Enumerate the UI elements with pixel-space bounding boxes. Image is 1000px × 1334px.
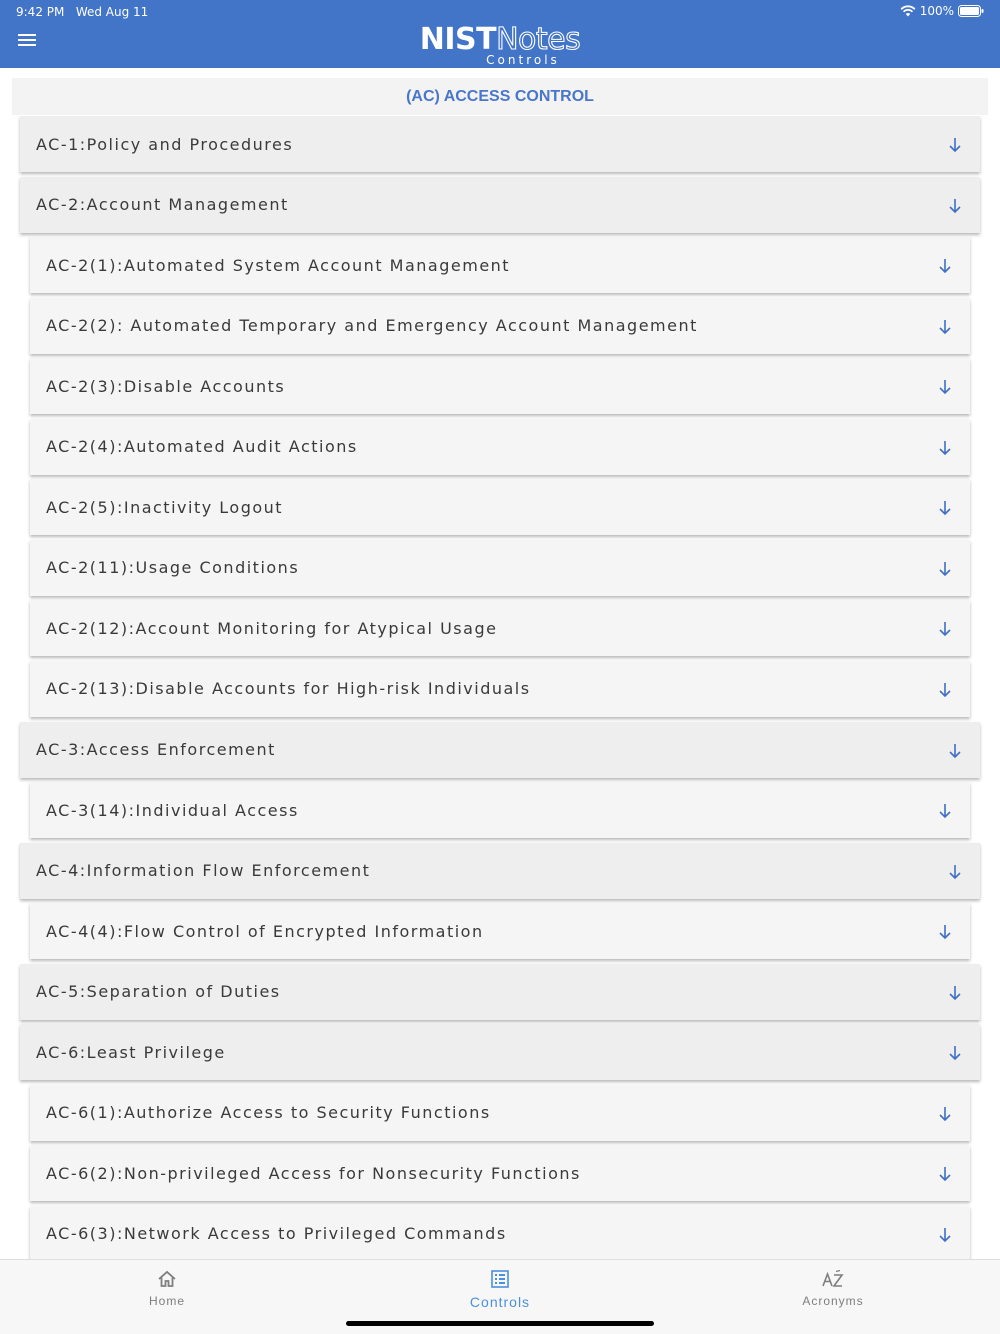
- control-row[interactable]: [30, 600, 970, 656]
- control-row[interactable]: [20, 116, 980, 172]
- expand-arrow-down-icon[interactable]: [948, 864, 962, 880]
- expand-arrow-down-icon[interactable]: [938, 1166, 952, 1182]
- control-label: AC-2(4):Automated Audit Actions: [46, 437, 358, 457]
- control-label: AC-6:Least Privilege: [36, 1042, 226, 1062]
- logo-title: [0, 24, 1000, 56]
- wifi-icon: [900, 5, 916, 17]
- expand-arrow-down-icon[interactable]: [938, 561, 952, 577]
- expand-arrow-down-icon[interactable]: [938, 803, 952, 819]
- control-row[interactable]: [30, 479, 970, 535]
- control-label: AC-2(1):Automated System Account Management: [46, 255, 511, 275]
- expand-arrow-down-icon[interactable]: [948, 985, 962, 1001]
- battery-icon: [958, 5, 984, 17]
- control-row[interactable]: [30, 661, 970, 717]
- expand-arrow-down-icon[interactable]: [938, 682, 952, 698]
- control-label: AC-2(2): Automated Temporary and Emergency Account Management: [46, 316, 698, 336]
- status-indicators: [896, 4, 984, 18]
- status-time: [16, 5, 148, 19]
- control-label: AC-3(14):Individual Access: [46, 800, 299, 820]
- expand-arrow-down-icon[interactable]: [938, 319, 952, 335]
- control-label: AC-2(3):Disable Accounts: [46, 376, 286, 396]
- control-label: AC-6(2):Non-privileged Access for Nonsecurity Functions: [46, 1163, 581, 1183]
- expand-arrow-down-icon[interactable]: [938, 258, 952, 274]
- expand-arrow-down-icon[interactable]: [948, 198, 962, 214]
- expand-arrow-down-icon[interactable]: [938, 440, 952, 456]
- control-label: AC-2(11):Usage Conditions: [46, 558, 300, 578]
- control-row[interactable]: [20, 177, 980, 233]
- expand-arrow-down-icon[interactable]: [948, 137, 962, 153]
- tab-controls[interactable]: [420, 1268, 580, 1310]
- control-label: AC-1:Policy and Procedures: [36, 134, 294, 154]
- home-indicator: [346, 1321, 654, 1326]
- battery-percent: 100%: [919, 4, 954, 18]
- control-row[interactable]: [20, 722, 980, 778]
- control-row[interactable]: [30, 419, 970, 475]
- control-row[interactable]: [30, 903, 970, 959]
- tab-home-label: Home: [148, 1294, 185, 1308]
- control-label: AC-4:Information Flow Enforcement: [36, 861, 371, 881]
- expand-arrow-down-icon[interactable]: [938, 1106, 952, 1122]
- expand-arrow-down-icon[interactable]: [938, 379, 952, 395]
- app-header: [0, 0, 1000, 68]
- tab-home[interactable]: [87, 1268, 247, 1308]
- control-row[interactable]: [30, 1085, 970, 1141]
- control-label: AC-3:Access Enforcement: [36, 740, 276, 759]
- az-icon: [821, 1269, 845, 1289]
- control-label: AC-2:Account Management: [36, 195, 289, 215]
- expand-arrow-down-icon[interactable]: [948, 743, 962, 759]
- control-label: AC-5:Separation of Duties: [36, 982, 281, 1002]
- control-row[interactable]: [20, 964, 980, 1020]
- tab-controls-label: Controls: [469, 1294, 531, 1310]
- control-row[interactable]: [20, 1024, 980, 1080]
- control-row[interactable]: [30, 540, 970, 596]
- control-label: AC-2(13):Disable Accounts for High-risk Individuals: [46, 679, 531, 699]
- logo-notes: Notes: [496, 22, 581, 57]
- list-icon: [490, 1269, 510, 1289]
- control-label: AC-6(3):Network Access to Privileged Commands: [46, 1224, 507, 1244]
- expand-arrow-down-icon[interactable]: [938, 621, 952, 637]
- tab-acronyms-label: Acronyms: [802, 1294, 864, 1308]
- control-row[interactable]: [30, 358, 970, 414]
- control-label: AC-2(12):Account Monitoring for Atypical Usage: [46, 618, 498, 638]
- control-label: AC-6(1):Authorize Access to Security Functions: [46, 1103, 491, 1123]
- control-row[interactable]: [30, 237, 970, 293]
- control-row[interactable]: [30, 1206, 970, 1259]
- expand-arrow-down-icon[interactable]: [938, 500, 952, 516]
- section-title: (AC) ACCESS CONTROL: [12, 78, 988, 115]
- app-logo: [0, 24, 1000, 66]
- control-row[interactable]: [20, 843, 980, 899]
- control-label: AC-2(5):Inactivity Logout: [46, 497, 284, 517]
- status-clock: 9:42 PM: [16, 5, 65, 19]
- status-date: Wed Aug 11: [75, 5, 149, 19]
- expand-arrow-down-icon[interactable]: [938, 1227, 952, 1243]
- control-row[interactable]: [30, 298, 970, 354]
- expand-arrow-down-icon[interactable]: [948, 1045, 962, 1061]
- controls-list[interactable]: [0, 116, 1000, 1259]
- logo-subtitle: Controls: [486, 53, 560, 67]
- control-label: AC-4(4):Flow Control of Encrypted Information: [46, 921, 484, 941]
- expand-arrow-down-icon[interactable]: [938, 924, 952, 940]
- logo-nist: NIST: [419, 22, 497, 57]
- control-row[interactable]: [30, 1145, 970, 1201]
- tab-acronyms[interactable]: [753, 1268, 913, 1308]
- home-icon: [157, 1270, 177, 1288]
- control-row[interactable]: [30, 782, 970, 838]
